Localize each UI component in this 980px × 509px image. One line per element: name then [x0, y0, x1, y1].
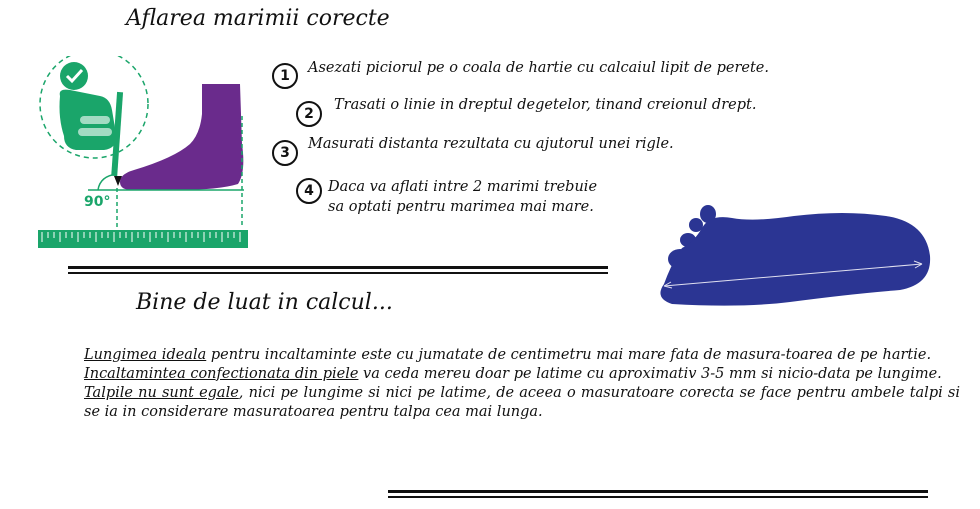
- note-3-lead: Talpile nu sunt egale: [84, 385, 239, 401]
- divider-top-2: [68, 272, 608, 274]
- divider-top-1: [68, 266, 608, 269]
- note-3: [84, 384, 960, 422]
- step-number-1: 1: [272, 63, 298, 89]
- step-text-4b: sa optati pentru marimea mai mare.: [328, 199, 594, 215]
- notes-block: [84, 346, 960, 422]
- step-text-3: Masurati distanta rezultata cu ajutorul unei rigle.: [308, 136, 674, 152]
- footprint-illustration: [652, 200, 942, 310]
- note-2-lead: Incaltamintea confectionata din piele: [84, 366, 359, 382]
- step-text-2: Trasati o linie in dreptul degetelor, tinand creionul drept.: [334, 97, 757, 113]
- step-text-1: Asezati piciorul pe o coala de hartie cu calcaiul lipit de perete.: [308, 60, 769, 76]
- note-2-text: va ceda mereu doar pe latime cu aproximativ 3-5 mm si nicio-data pe lungime.: [358, 366, 942, 382]
- note-1-lead: Lungimea ideala: [84, 347, 207, 363]
- page-title: Aflarea marimii corecte: [126, 6, 390, 31]
- step-text-4a: Daca va aflati intre 2 marimi trebuie: [328, 179, 598, 195]
- check-icon: [60, 62, 88, 90]
- angle-label: 90°: [84, 194, 111, 210]
- note-1-text: pentru incaltaminte este cu jumatate de centimetru mai mare fata de masura-toarea de pe hartie.: [206, 347, 932, 363]
- measuring-illustration: [28, 56, 258, 256]
- step-number-3: 3: [272, 140, 298, 166]
- divider-bottom-2: [388, 496, 928, 498]
- note-2: [84, 365, 960, 384]
- section-subtitle: Bine de luat in calcul...: [136, 290, 393, 315]
- note-3-text: , nici pe lungime si nici pe latime, de aceea o masuratoare corecta se face pentru ambele talpi si se ia in considerare masuratoarea pentru talpa cea mai lunga.: [84, 385, 960, 420]
- step-number-2: 2: [296, 101, 322, 127]
- note-1: [84, 346, 960, 365]
- step-number-4: 4: [296, 178, 322, 204]
- divider-bottom-1: [388, 490, 928, 493]
- foot-icon: [120, 84, 243, 190]
